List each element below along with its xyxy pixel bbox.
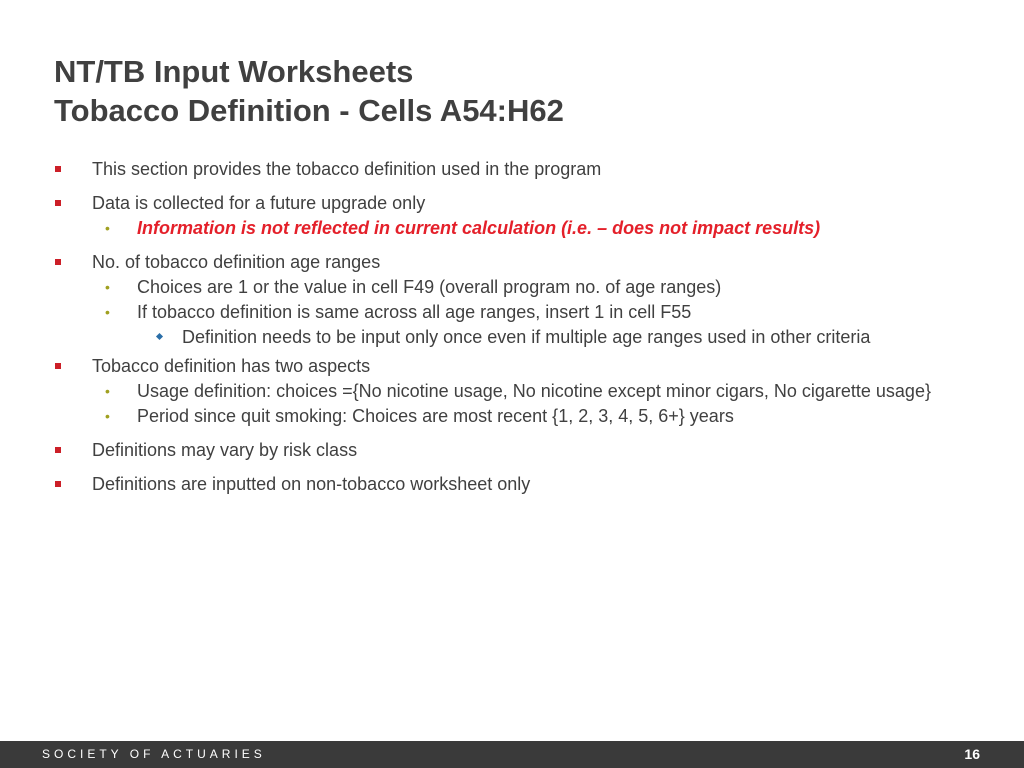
square-bullet-icon [55, 166, 61, 172]
dot-bullet-icon: • [105, 304, 110, 320]
bullet-1-text: This section provides the tobacco definition used in the program [92, 159, 602, 179]
square-bullet-icon [55, 259, 61, 265]
bullet-5 [54, 439, 974, 462]
bullet-4-sub-1 [54, 380, 974, 403]
bullet-3-sub-1-text: Choices are 1 or the value in cell F49 (overall program no. of age ranges) [137, 277, 722, 297]
page-number: 16 [964, 746, 980, 762]
dot-bullet-icon: • [105, 408, 110, 424]
bullet-2 [54, 192, 974, 240]
bullet-4-sub-1-text: Usage definition: choices ={No nicotine usage, No nicotine except minor cigars, No cigarette usage} [137, 381, 931, 401]
bullet-4-sub-2-text: Period since quit smoking: Choices are most recent {1, 2, 3, 4, 5, 6+} years [137, 406, 734, 426]
bullet-2-text: Data is collected for a future upgrade only [92, 193, 426, 213]
bullet-6 [54, 473, 974, 496]
bullet-4-text: Tobacco definition has two aspects [92, 356, 371, 376]
bullet-4-sub-2 [54, 405, 974, 428]
footer-brand: SOCIETY OF ACTUARIES [42, 747, 266, 761]
bullet-6-text: Definitions are inputted on non-tobacco worksheet only [92, 474, 531, 494]
bullet-3-sub-1 [54, 276, 974, 299]
dot-bullet-icon: • [105, 220, 110, 236]
bullet-1 [54, 158, 974, 181]
bullet-4 [54, 355, 974, 428]
bullet-3-sub-2-sub-1 [54, 326, 974, 349]
diamond-bullet-icon [156, 333, 163, 340]
bullet-3-sub-2-sub-1-text: Definition needs to be input only once even if multiple age ranges used in other criteria [182, 327, 871, 347]
bullet-3-sub-2 [54, 301, 974, 324]
bullet-3-sub-2-text: If tobacco definition is same across all age ranges, insert 1 in cell F55 [137, 302, 692, 322]
bullet-3-text: No. of tobacco definition age ranges [92, 252, 381, 272]
square-bullet-icon [55, 481, 61, 487]
dot-bullet-icon: • [105, 279, 110, 295]
bullet-2-sub-1-text: Information is not reflected in current calculation (i.e. – does not impact results) [137, 218, 821, 238]
square-bullet-icon [55, 363, 61, 369]
square-bullet-icon [55, 200, 61, 206]
dot-bullet-icon: • [105, 383, 110, 399]
title-line-2: Tobacco Definition - Cells A54:H62 [54, 93, 564, 128]
square-bullet-icon [55, 447, 61, 453]
bullet-5-text: Definitions may vary by risk class [92, 440, 358, 460]
title-line-1: NT/TB Input Worksheets [54, 54, 414, 89]
footer-bar [0, 741, 1024, 768]
bullet-3 [54, 251, 974, 349]
bullet-2-sub-1 [54, 217, 974, 240]
slide-body [54, 158, 974, 498]
slide-title [54, 52, 564, 130]
